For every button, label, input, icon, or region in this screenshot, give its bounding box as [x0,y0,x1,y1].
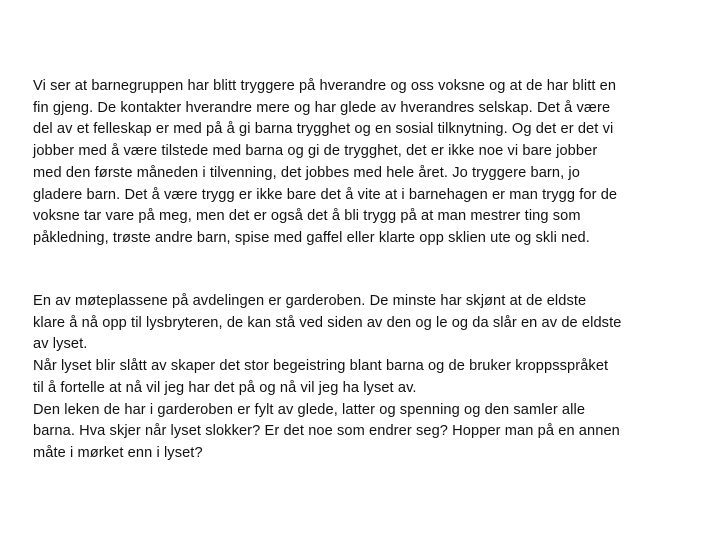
paragraph-garderoben [33,291,693,465]
text-line: Vi ser at barnegruppen har blitt tryggere på hverandre og oss voksne og at de har blitt en [33,78,617,94]
text-line: del av et felleskap er med på å gi barna trygghet og en sosial tilknytning. Og det er det vi [33,121,614,138]
text-line: med den første måneden i tilvenning, det jobbes med hele året. Jo tryggere barn, jo [33,164,580,181]
text-line: til å fortelle at nå vil jeg har det på og nå vil jeg ha lyset av. [33,379,417,396]
text-line: påkledning, trøste andre barn, spise med gaffel eller klarte opp sklien ute og skli ned. [33,229,590,246]
text-line: gladere barn. Det å være trygg er ikke bare det å vite at i barnehagen er man trygg for de [33,186,618,203]
text-line: jobber med å være tilstede med barna og gi de trygghet, det er ikke noe vi bare jobber [33,143,598,160]
text-line: Den leken de har i garderoben er fylt av glede, latter og spenning og den samler alle [33,401,586,418]
text-line: måte i mørket enn i lyset? [33,444,203,461]
text-line: av lyset. [33,336,88,353]
text-line: Når lyset blir slått av skaper det stor begeistring blant barna og de bruker kroppsspråket [33,358,609,375]
text-line: En av møteplassene på avdelingen er garderoben. De minste har skjønt at de eldste [33,293,587,309]
paragraph-trygghet [33,76,693,250]
text-line: barna. Hva skjer når lyset slokker? Er det noe som endrer seg? Hopper man på en annen [33,423,620,440]
text-line: klare å nå opp til lysbryteren, de kan stå ved siden av den og le og da slår en av de eldste [33,314,622,331]
text-line: voksne tar vare på meg, men det er også det å bli trygg på at man mestrer ting som [33,208,581,225]
text-line: fin gjeng. De kontakter hverandre mere og har glede av hverandres selskap. Det å være [33,99,611,116]
